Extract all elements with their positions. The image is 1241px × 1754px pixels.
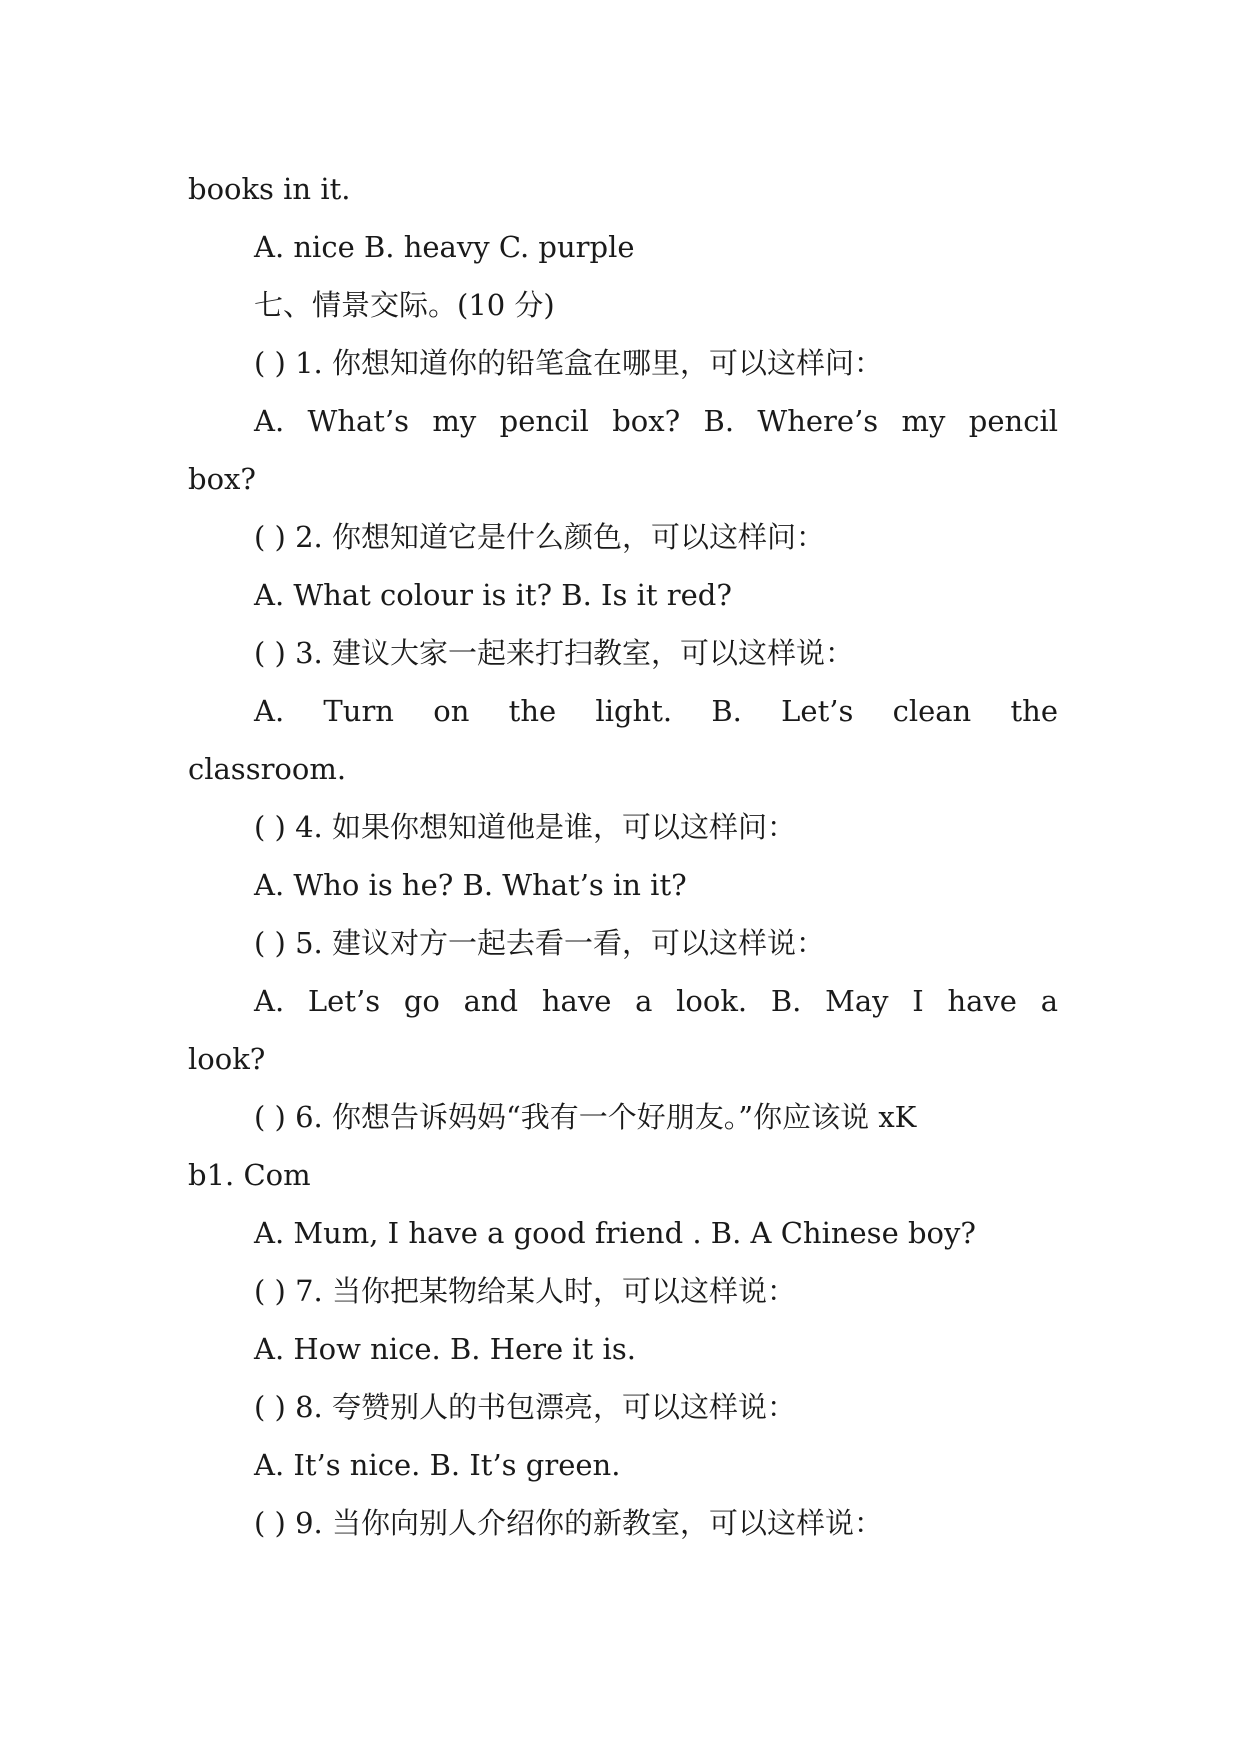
text-line: b1. Com	[188, 1158, 311, 1192]
text-line: classroom.	[188, 752, 347, 786]
answer-options: A. How nice. B. Here it is.	[254, 1332, 636, 1366]
answer-options: A. Mum, I have a good friend . B. A Chinese boy?	[254, 1216, 976, 1250]
answer-options: A. Turn on the light. B. Let’s clean the	[254, 694, 1058, 728]
answer-options: A. Let’s go and have a look. B. May I have a	[254, 984, 1058, 1018]
answer-options: A. Who is he? B. What’s in it?	[254, 868, 687, 902]
answer-options: A. What colour is it? B. Is it red?	[254, 578, 732, 612]
question-4: ( ) 4. 如果你想知道他是谁，可以这样问：	[254, 810, 796, 844]
answer-options: A. nice B. heavy C. purple	[254, 230, 635, 264]
text-line: look?	[188, 1042, 266, 1076]
exam-text	[188, 160, 1058, 1552]
question-7: ( ) 7. 当你把某物给某人时，可以这样说：	[254, 1274, 796, 1308]
text-line: books in it.	[188, 172, 351, 206]
answer-options: A. What’s my pencil box? B. Where’s my pencil	[254, 404, 1058, 438]
text-line: box?	[188, 462, 256, 496]
question-6: ( ) 6. 你想告诉妈妈“我有一个好朋友。”你应该说 xK	[254, 1100, 917, 1134]
question-9: ( ) 9. 当你向别人介绍你的新教室，可以这样说：	[254, 1506, 883, 1540]
question-3: ( ) 3. 建议大家一起来打扫教室，可以这样说：	[254, 636, 854, 670]
question-1: ( ) 1. 你想知道你的铅笔盒在哪里，可以这样问：	[254, 346, 883, 380]
question-8: ( ) 8. 夸赞别人的书包漂亮，可以这样说：	[254, 1390, 796, 1424]
question-5: ( ) 5. 建议对方一起去看一看，可以这样说：	[254, 926, 825, 960]
answer-options: A. It’s nice. B. It’s green.	[254, 1448, 621, 1482]
section-heading: 七、情景交际。(10 分)	[254, 288, 555, 322]
question-2: ( ) 2. 你想知道它是什么颜色，可以这样问：	[254, 520, 825, 554]
